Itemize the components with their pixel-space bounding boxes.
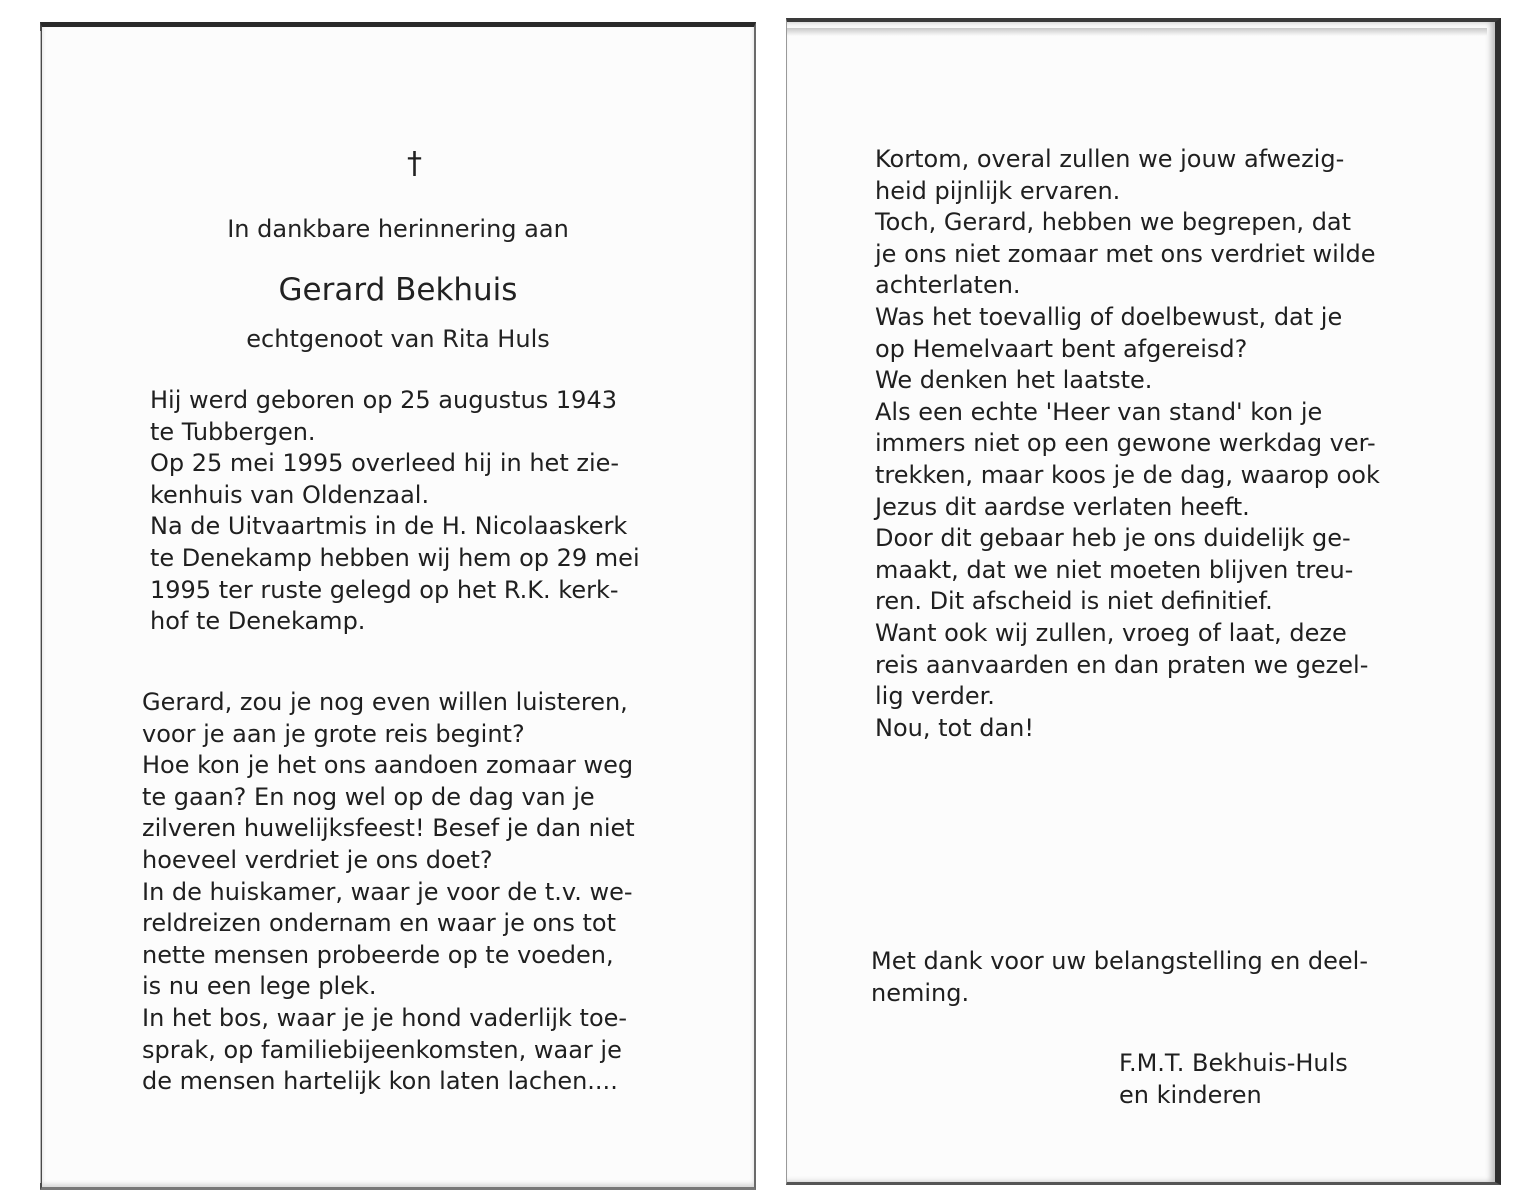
spouse-text: echtgenoot van Rita Huls — [246, 325, 550, 353]
text-line: Hij werd geboren op 25 augustus 1943 — [150, 386, 617, 414]
text-line: ren. Dit afscheid is niet definitief. — [875, 587, 1273, 616]
text-line: kenhuis van Oldenzaal. — [150, 480, 430, 509]
cross-icon: † — [407, 146, 422, 181]
text-line: Was het toevallig of doelbewust, dat je — [875, 302, 1343, 331]
text-line: heid pijnlijk ervaren. — [875, 176, 1121, 205]
text-line: te Denekamp hebben wij hem op 29 mei — [150, 543, 640, 572]
text-line: Kortom, overal zullen we jouw afwezig- — [875, 145, 1345, 173]
text-line: Toch, Gerard, hebben we begrepen, dat — [875, 208, 1352, 237]
text-line: te Tubbergen. — [150, 417, 316, 446]
text-line: achterlaten. — [875, 271, 1021, 300]
text-line: nette mensen probeerde op te voeden, — [142, 940, 614, 969]
text-line: neming. — [871, 978, 970, 1007]
text-line: Met dank voor uw belangstelling en deel- — [871, 947, 1369, 975]
text-line: te gaan? En nog wel op de dag van je — [142, 782, 595, 811]
biography-paragraph — [150, 385, 670, 638]
text-line: Nou, tot dan! — [875, 713, 1035, 742]
signature-line: en kinderen — [1119, 1080, 1262, 1109]
left-card-page — [40, 22, 756, 1190]
text-line: Want ook wij zullen, vroeg of laat, deze — [875, 618, 1347, 647]
text-line: Na de Uitvaartmis in de H. Nicolaaskerk — [150, 512, 628, 541]
text-line: op Hemelvaart bent afgereisd? — [875, 334, 1248, 363]
text-line: sprak, op familiebijeenkomsten, waar je — [142, 1035, 622, 1064]
text-line: Jezus dit aardse verlaten heeft. — [875, 492, 1250, 521]
right-card-page — [786, 18, 1501, 1185]
text-line: zilveren huwelijksfeest! Besef je dan niet — [142, 814, 635, 843]
farewell-message-part-2 — [875, 144, 1395, 744]
text-line: We denken het laatste. — [875, 366, 1153, 395]
intro-text: In dankbare herinnering aan — [227, 215, 569, 243]
text-line: In de huiskamer, waar je voor de t.v. we- — [142, 877, 633, 906]
text-line: Hoe kon je het ons aandoen zomaar weg — [142, 751, 634, 780]
text-line: is nu een lege plek. — [142, 972, 377, 1001]
text-line: reis aanvaarden en dan praten we gezel- — [875, 650, 1369, 679]
signature-line: F.M.T. Bekhuis-Huls — [1119, 1049, 1348, 1077]
text-line: voor je aan je grote reis begint? — [142, 719, 525, 748]
text-line: trekken, maar koos je de dag, waarop ook — [875, 460, 1380, 489]
text-line: Gerard, zou je nog even willen luisteren, — [142, 688, 628, 716]
thanks-paragraph — [871, 946, 1395, 1009]
farewell-message-part-1 — [142, 687, 662, 1098]
text-line: lig verder. — [875, 682, 995, 711]
text-line: Als een echte 'Heer van stand' kon je — [875, 397, 1323, 426]
text-line: 1995 ter ruste gelegd op het R.K. kerk- — [150, 575, 619, 604]
text-line: reldreizen ondernam en waar je ons tot — [142, 909, 616, 938]
text-line: immers niet op een gewone werkdag ver- — [875, 429, 1376, 458]
text-line: hof te Denekamp. — [150, 607, 366, 636]
text-line: Op 25 mei 1995 overleed hij in het zie- — [150, 449, 620, 478]
text-line: maakt, dat we niet moeten blijven treu- — [875, 555, 1354, 584]
text-line: In het bos, waar je je hond vaderlijk toe- — [142, 1003, 628, 1032]
text-line: Door dit gebaar heb je ons duidelijk ge- — [875, 524, 1351, 553]
family-signature — [1119, 1048, 1348, 1111]
text-line: je ons niet zomaar met ons verdriet wilde — [875, 239, 1376, 268]
text-line: de mensen hartelijk kon laten lachen.... — [142, 1067, 618, 1096]
deceased-name: Gerard Bekhuis — [278, 272, 518, 308]
text-line: hoeveel verdriet je ons doet? — [142, 845, 493, 874]
